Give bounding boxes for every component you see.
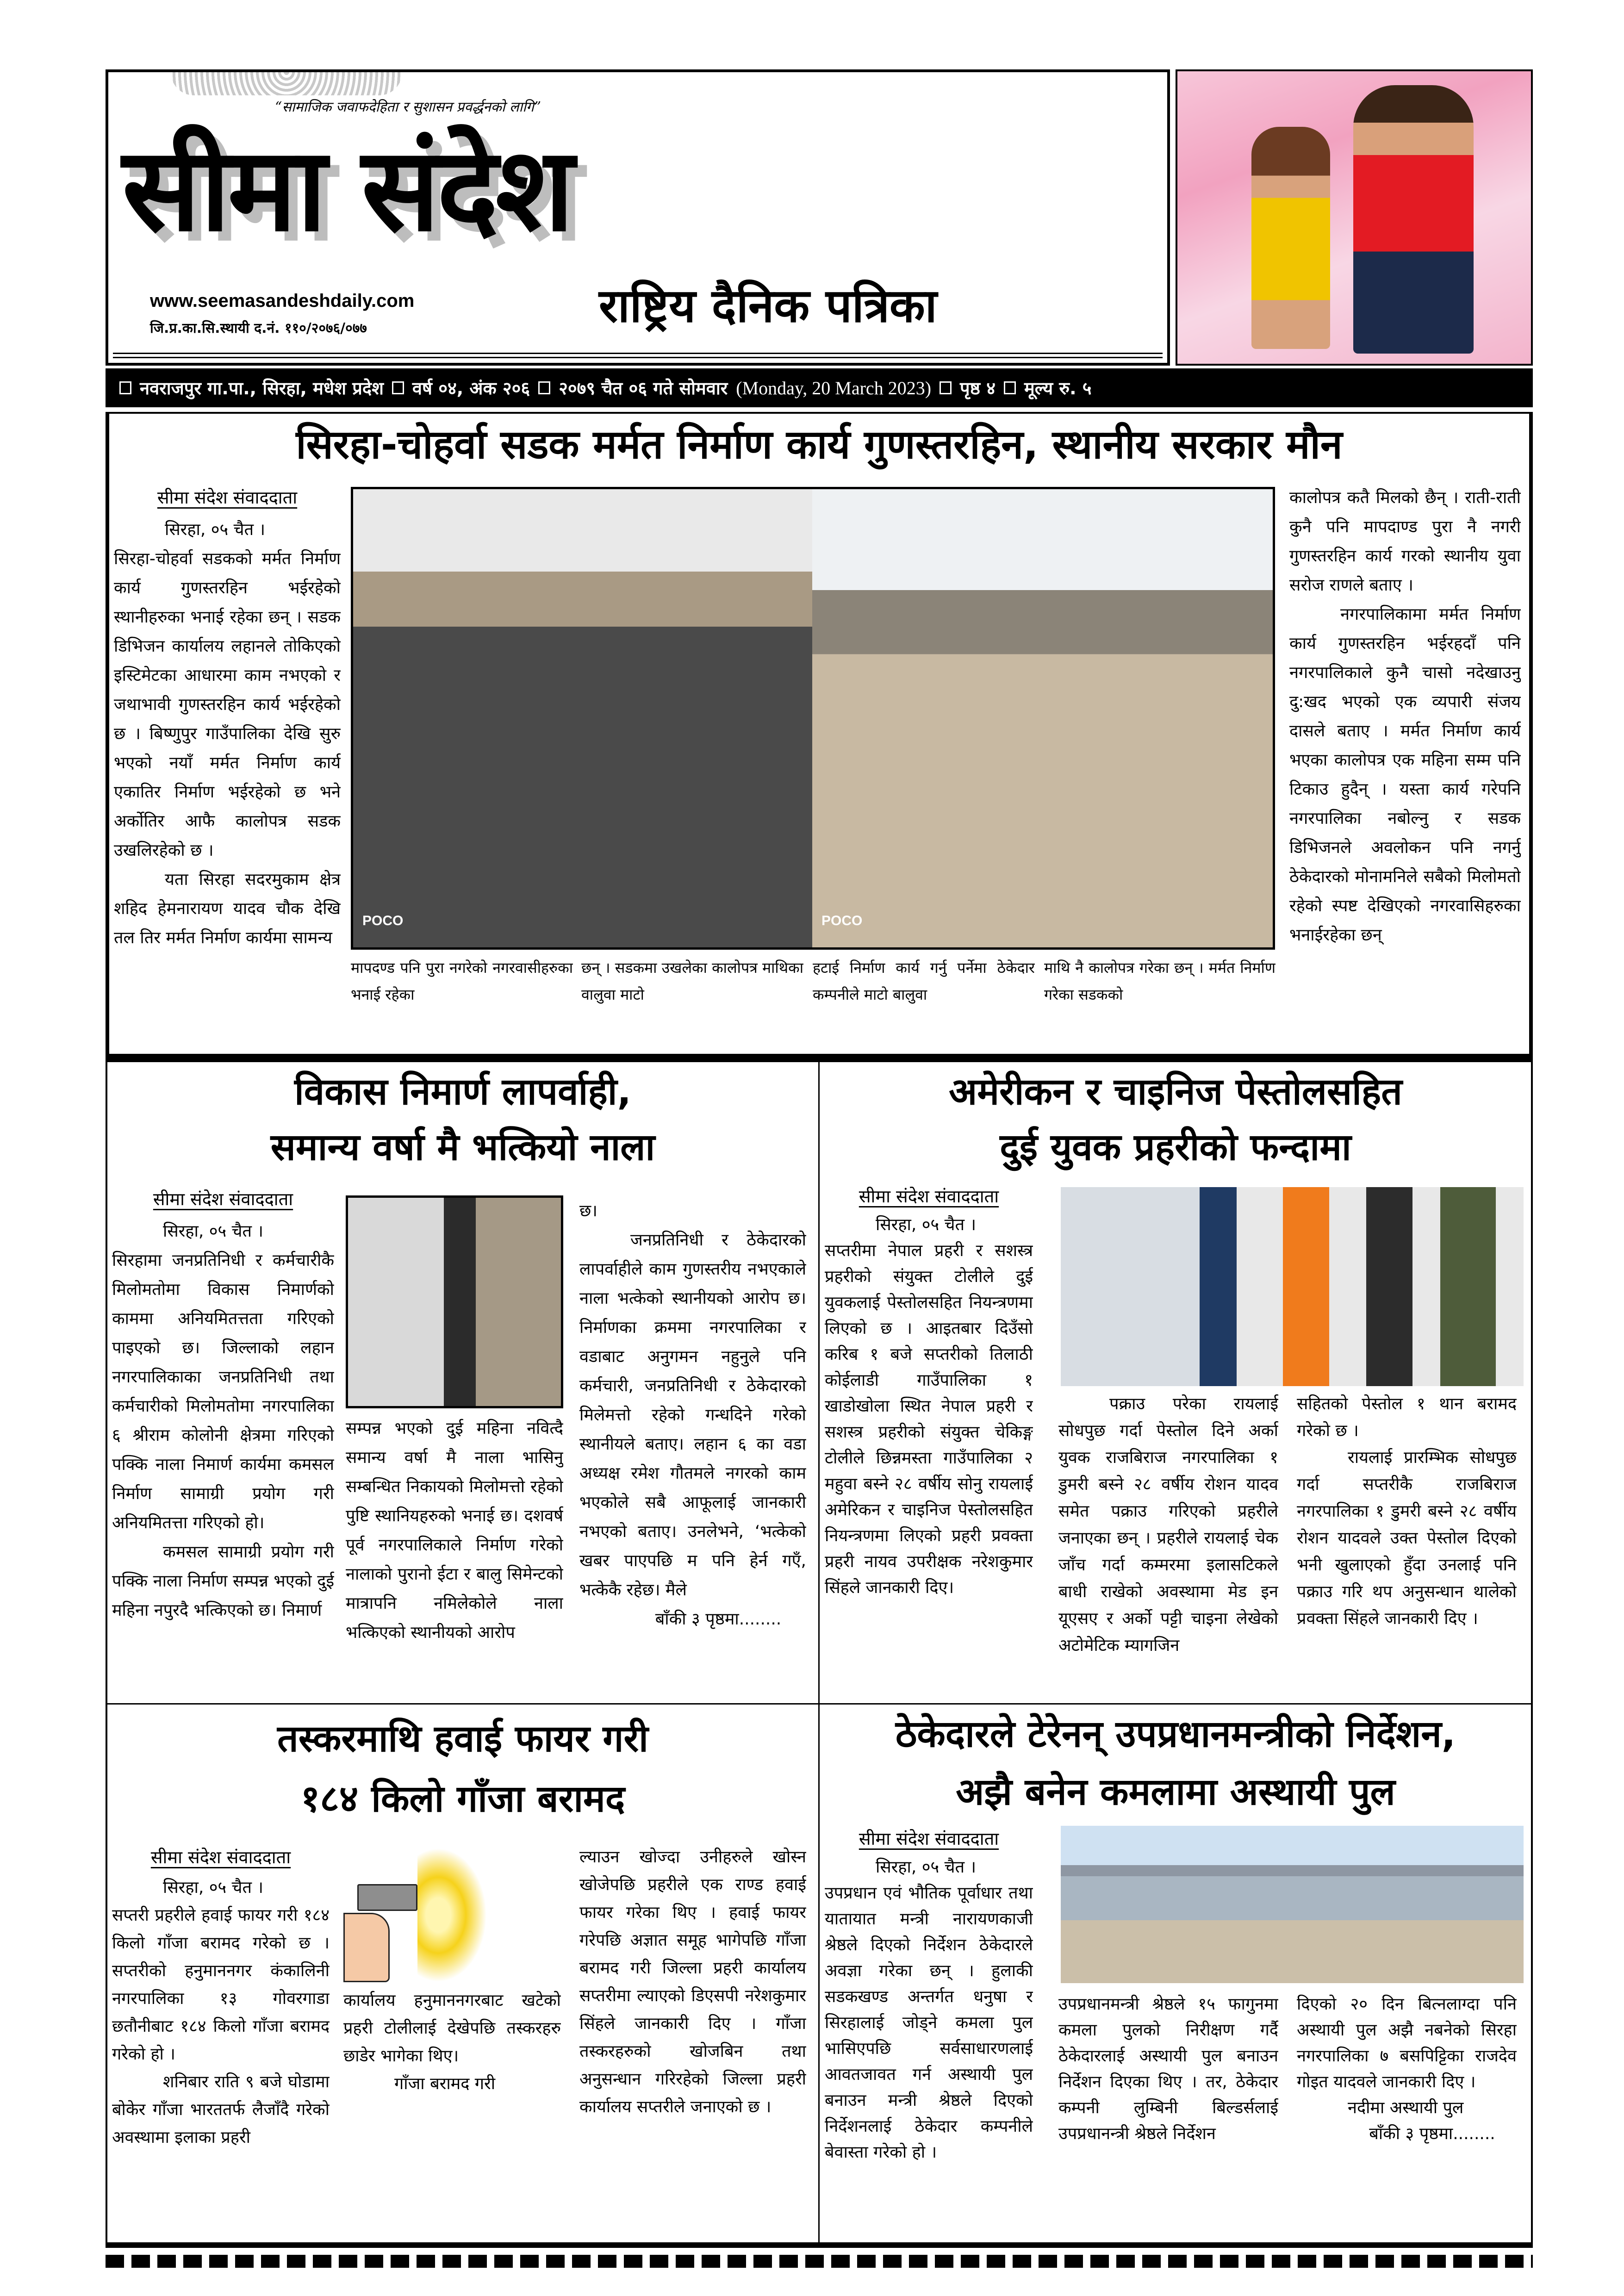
price: मूल्य रु. ५ — [1024, 378, 1092, 398]
dateline: सिरहा, ०५ चैत । — [163, 1222, 264, 1241]
byline: सीमा संदेश संवाददाता — [859, 1829, 999, 1849]
ganja-column-1 — [112, 1843, 330, 2239]
byline: सीमा संदेश संवाददाता — [157, 487, 298, 508]
paragraph: शनिबार राति ९ बजे घोडामा बोकेर गाँजा भारततर्फ लैजाँदै गरेको अवस्थामा इलाका प्रहरी — [112, 2072, 330, 2147]
paragraph: सिरहा-चोहर्वा सडकको मर्मत निर्माण कार्य गुणस्तरहिन भईरहेको स्थानीहरुका भनाई रहेका छन् । सडक डिभिजन कार्यालय लहानले तोकिएको इस्टिमेटका आधारमा काम नभएको र जथाभावी गुणस्तरहिन कार्य भईरहेको छ । बिष्णुपुर गाउँपालिका देखि सुरु भएको नयाँ मर्मत निर्माण कार्य एकातिर निर्माण भईरहेको छ भने अर्कोतिर आफै कालोपत्र सडक उखलिरहेको छ । — [114, 549, 341, 860]
drain-photo — [346, 1195, 563, 1408]
ganja-article — [107, 1705, 818, 2241]
dateline: सिरहा, ०५ चैत । — [876, 1215, 977, 1234]
hero-photo — [1176, 69, 1533, 366]
paragraph: सप्तरीमा नेपाल प्रहरी र सशस्त्र प्रहरीको संयुक्त टोलीले दुई युवकलाई पेस्तोलसहित नियन्त्रणमा लिएको छ । आइतबार दिउँसो करिब १ बजे सप्तरीको तिलाठी कोईलाडी गाउँपालिका १ खाडोखोला स्थित नेपाल प्रहरी र सशस्त्र प्रहरीको संयुक्त चेकिङ्ग टोलीले छिन्नमस्ता गाउँपालिका २ महुवा बस्ने २८ वर्षीय सोनु रायलाई अमेरिकन र चाइनिज पेस्तोलसहित नियन्त्रणमा लिएको प्रहरी प्रवक्ता प्रहरी नायव उपरीक्षक नरेशकुमार सिंहले जानकारी दिए। — [825, 1241, 1033, 1597]
newspaper-title: सीमा संदेश — [122, 122, 572, 257]
bridge-headline-line-2: अझै बनेन कमलामा अस्थायी पुल — [956, 1770, 1395, 1813]
paragraph: जनप्रतिनिधी र ठेकेदारको लापर्वाहीले काम गुणस्तरीय नभएकाले नाला भत्केको स्थानीयको आरोप छ। निर्माणका क्रममा नगरपालिका र वडाबाट अनुगमन नहुनुले पनि कर्मचारी, जनप्रतिनिधी र ठेकेदारको मिलेमत्तो रहेको गन्धदिने गरेको स्थानीयले बताए। लहान ६ का वडा अध्यक्ष रमेश गौतमले नगरको काम भएकोले सबै आफूलाई जानकारी नभएको बताए। उनलेभने, ‘भत्केको खबर पाएपछि म पनि हेर्न गएँ, भत्केकै रहेछ। मैले — [579, 1231, 806, 1599]
paragraph: सप्तरी प्रहरीले हवाई फायर गरी १८४ किलो गाँजा बरामद गरेको छ । सप्तरीको हनुमाननगर कंकालिनी नगरपालिका १३ गोवरगाडा छतौनीबाट १८४ किलो गाँजा बरामद गरेको हो । — [112, 1906, 330, 2064]
ganja-column-3 — [579, 1843, 806, 2239]
paragraph: उपप्रधान एवं भौतिक पूर्वाधार तथा यातायात मन्त्री नारायणकाजी श्रेष्ठले दिएको निर्देशन ठेकेदारले अवज्ञा गरेका छन् । हुलाकी सडकखण्ड अन्तर्गत धनुषा र सिरहालाई जोड्ने कमला पुल भासिएपछि सर्वसाधारणलाई आवतजावत गर्न अस्थायी पुल बनाउन मन्त्री श्रेष्ठले दिएको निर्देशनलाई ठेकेदार कम्पनीले बेवास्ता गरेको हो । — [825, 1884, 1033, 2162]
masthead-rule — [113, 353, 1163, 358]
pistol-icon — [357, 1884, 417, 1911]
website-link[interactable]: www.seemasandeshdaily.com — [150, 291, 415, 311]
bottom-rule — [106, 2242, 1533, 2248]
muzzle-flash-icon — [417, 1848, 487, 1982]
checkbox-icon — [940, 381, 952, 394]
paragraph: छ। — [579, 1201, 597, 1220]
lead-column-1 — [114, 483, 341, 1052]
ganja-column-2 — [343, 1987, 561, 2239]
ganja-headline-line-2: १८४ किलो गाँजा बरामद — [300, 1777, 625, 1820]
volume-issue: वर्ष ०४, अंक २०६ — [412, 378, 530, 398]
ganja-headline-line-1: तस्करमाथि हवाई फायर गरी — [277, 1717, 648, 1760]
column-divider — [818, 1062, 820, 2242]
slogan: “सामाजिक जवाफदेहिता र सुशासन प्रवर्द्धनको लागि” — [275, 99, 541, 115]
paragraph: कमसल सामाग्री प्रयोग गरी पक्कि नाला निर्माण सम्पन्न भएको दुई महिना नपुरदै भत्किएको छ। निमार्ण — [112, 1543, 334, 1620]
ornament-icon — [171, 72, 402, 95]
lead-column-right — [1289, 483, 1521, 1052]
paragraph: उपप्रधानमन्त्री श्रेष्ठले १५ फागुनमा कमला पुलको निरीक्षण गर्दै ठेकेदारलाई अस्थायी पुल बनाउन निर्देशन दिएका थिए । तर, ठेकेदार कम्पनी लुम्बिनी बिल्डर्सलाई उपप्रधानन्त्री श्रेष्ठले निर्देशन — [1058, 1995, 1278, 2143]
lead-below-photo-4: माथि नै कालोपत्र गरेका छन् । मर्मत निर्माण गरेका सडकको — [1044, 959, 1276, 1003]
gun-illustration — [343, 1848, 561, 1982]
info-bar — [106, 368, 1533, 407]
dateline: सिरहा, ०५ चैत । — [876, 1858, 977, 1877]
lead-headline: सिरहा-चोहर्वा सडक मर्मत निर्माण कार्य गुणस्तरहिन, स्थानीय सरकार मौन — [296, 422, 1343, 468]
bottom-dashed-border — [106, 2255, 1533, 2268]
bridge-column-2 — [1058, 1991, 1278, 2239]
section-divider — [106, 1058, 1533, 1062]
dateline: सिरहा, ०५ चैत । — [163, 1878, 264, 1897]
checkbox-icon — [538, 381, 550, 394]
road-photo-dirt — [812, 487, 1275, 950]
drain-column-1 — [112, 1185, 334, 1699]
drain-column-3 — [579, 1196, 806, 1699]
pistol-headline-line-1: अमेरीकन र चाइनिज पेस्तोलसहित — [949, 1070, 1402, 1113]
lead-below-photo-1: मापदण्ड पनि पुरा नगरेको नगरवासीहरुका भनाई रहेका — [351, 959, 573, 1003]
paragraph: सिरहामा जनप्रतिनिधी र कर्मचारीकै मिलोमतोमा विकास निमार्णको काममा अनियमितत्तता गरिएको पाइएको छ। जिल्लाको लहान नगरपालिकाका जनप्रतिनिधी तथा कर्मचारीको मिलोमतोमा नगरपालिका ६ श्रीराम कोलोनी क्षेत्रमा गरिएको पक्कि नाला निमार्ण कार्यमा कमसल निर्माण सामाग्री प्रयोग गरी अनियमितत्ता गरिएको हो। — [112, 1251, 334, 1532]
paragraph: कार्यालय हनुमाननगरबाट खटेको प्रहरी टोलीलाई देखेपछि तस्करहरु छाडेर भागेका थिए। — [343, 1991, 561, 2066]
byline: सीमा संदेश संवाददाता — [859, 1186, 999, 1207]
bridge-article — [820, 1705, 1531, 2241]
paragraph: नगरपालिकामा मर्मत निर्माण कार्य गुणस्तरहिन भईरहदाँ पनि नगरपालिकाले कुनै चासो नदेखाउनु दु:खद भएको एक व्यपारी संजय दासले बताए । मर्मत निर्माण कार्य भएका कालोपत्र एक महिना सम्म पनि टिकाउ हुदैन् । यस्ता कार्य गरेपनि नगरपालिका नबोल्नु र सडक डिभिजनले अवलोकन पनि नगर्नु ठेकेदारको मोनामनिले सबैको मिलोमतो रहेको स्पष्ट देखिएको नगरवासिहरुका भनाईरहेका छन् — [1289, 605, 1521, 945]
paragraph: दिएको २० दिन बित्नलाग्दा पनि अस्थायी पुल अझै नबनेको सिरहा नगरपालिका ७ बसपिट्टिका राजदेव गोइत यादवले जानकारी दिए । — [1297, 1995, 1517, 2091]
bridge-headline-line-1: ठेकेदारले टेरेनन् उपप्रधानमन्त्रीको निर्देशन, — [895, 1712, 1456, 1755]
registration-number: जि.प्र.का.सि.स्थायी द.नं. ११०/२०७६/०७७ — [150, 320, 367, 336]
photo-figure-man — [1353, 85, 1474, 354]
paragraph: पक्राउ परेका रायलाई सोधपुछ गर्दा पेस्तोल दिने अर्का युवक राजबिराज नगरपालिका १ डुमरी बस्ने २८ वर्षीय रोशन यादव समेत पक्राउ गरिएको प्रहरीले जनाएका छन् । प्रहरीले रायलाई चेक जाँच गर्दा कम्मरमा इलासटिकले बाधी राखेको अवस्थामा मेड इन यूएसए र अर्को पट्टी चाइना लेखेको अटोमेटिक म्यागजिन — [1058, 1394, 1278, 1655]
continued-link[interactable]: बाँकी ३ पृष्ठमा........ — [1369, 2124, 1495, 2143]
byline: सीमा संदेश संवाददाता — [153, 1189, 293, 1209]
byline: सीमा संदेश संवाददाता — [150, 1847, 291, 1867]
paragraph: सहितको पेस्तोल १ थान बरामद गरेको छ । — [1297, 1394, 1517, 1440]
pistol-column-2 — [1058, 1391, 1278, 1699]
pistol-column-3 — [1297, 1391, 1517, 1699]
photo-figure-woman — [1251, 127, 1330, 349]
paragraph: कालोपत्र कतै मिलको छैन् । राती-राती कुनै पनि मापदाण्ड पुरा नै नगरी गुणस्तरहिन कार्य गरको स्थानीय युवा सरोज राणले बताए । — [1289, 488, 1521, 595]
road-photo-asphalt — [351, 487, 812, 950]
checkbox-icon — [1004, 381, 1016, 394]
photo-watermark: POCO — [362, 913, 404, 928]
date-nepali: २०७९ चैत ०६ गते सोमवार — [559, 378, 728, 398]
lead-below-photo-3: हटाई निर्माण कार्य गर्नु पर्नेमा ठेकेदार कम्पनीले माटो बालुवा — [813, 959, 1035, 1003]
bridge-photo — [1061, 1826, 1524, 1983]
newspaper-subtitle: राष्ट्रिय दैनिक पत्रिका — [599, 279, 937, 333]
masthead — [106, 69, 1170, 366]
arrest-photo — [1061, 1187, 1524, 1386]
dateline: सिरहा, ०५ चैत । — [165, 520, 266, 539]
pistol-article — [820, 1062, 1531, 1703]
checkbox-icon — [392, 381, 404, 394]
location: नवराजपुर गा.पा., सिरहा, मधेश प्रदेश — [140, 378, 384, 398]
checkbox-icon — [119, 381, 131, 394]
pistol-column-1 — [825, 1183, 1033, 1699]
page-number: पृष्ठ ४ — [960, 378, 996, 398]
drain-article — [107, 1062, 818, 1703]
paragraph: रायलाई प्रारम्भिक सोधपुछ गर्दा सप्तरीकै राजबिराज नगरपालिका १ डुमरी बस्ने २८ वर्षीय रोशन यादवले उक्त पेस्तोल दिएको भनी खुलाएको हुँदा उनलाई पनि पक्राउ गरि थप अनुसन्धान थालेको प्रवक्ता सिंहले जानकारी दिए । — [1297, 1448, 1517, 1628]
lead-below-photo-2: छन् । सडकमा उखलेका कालोपत्र माथिका वालुवा माटो — [581, 959, 803, 1003]
hand-icon — [343, 1913, 390, 1982]
drain-headline-line-1: विकास निमार्ण लापर्वाही, — [294, 1070, 631, 1113]
page-border-right — [1531, 1062, 1533, 2242]
paragraph: ल्याउन खोज्दा उनीहरुले खोस्न खोजेपछि प्रहरीले एक राण्ड हवाई फायर गरेका थिए । हवाई फायर गरेपछि अज्ञात समूह भागेपछि गाँजा बरामद गरी जिल्ला प्रहरी कार्यालय सप्तरीमा ल्याएको डिएसपी नरेशकुमार सिंहले जानकारी दिए । गाँजा तस्करहरुको खोजबिन तथा अनुसन्धान गरिरहेको जिल्ला प्रहरी कार्यालय सप्तरीले जनाएको छ । — [579, 1848, 806, 2116]
drain-headline-line-2: समान्य वर्षा मै भत्कियो नाला — [270, 1126, 655, 1169]
date-english: (Monday, 20 March 2023) — [736, 377, 932, 398]
bridge-column-3 — [1297, 1991, 1517, 2239]
drain-column-2: सम्पन्न भएको दुई महिना नवित्दै समान्य वर्षा मै नाला भासिनु सम्बन्धित निकायको मिलोमत्तो रहेको पुष्टि स्थानियहरुको भनाई छ। दशवर्ष पूर्व नगरपालिकाले निर्माण गरेको नालाको पुरानो ईटा र बालु सिमेन्टको मात्रापनि नमिलेकोले नाला भत्किएको स्थानीयको आरोप — [346, 1419, 563, 1642]
paragraph: गाँजा बरामद गरी — [394, 2074, 496, 2093]
bridge-column-1 — [825, 1826, 1033, 2239]
paragraph: यता सिरहा सदरमुकाम क्षेत्र शहिद हेमनारायण यादव चौक देखि तल तिर मर्मत निर्माण कार्यमा सामन्य — [114, 870, 341, 947]
lead-article — [106, 412, 1533, 1058]
pistol-headline-line-2: दुई युवक प्रहरीको फन्दामा — [1000, 1126, 1351, 1169]
continued-link[interactable]: बाँकी ३ पृष्ठमा........ — [655, 1610, 782, 1629]
photo-watermark: POCO — [821, 913, 863, 928]
paragraph: नदीमा अस्थायी पुल — [1348, 2098, 1464, 2117]
